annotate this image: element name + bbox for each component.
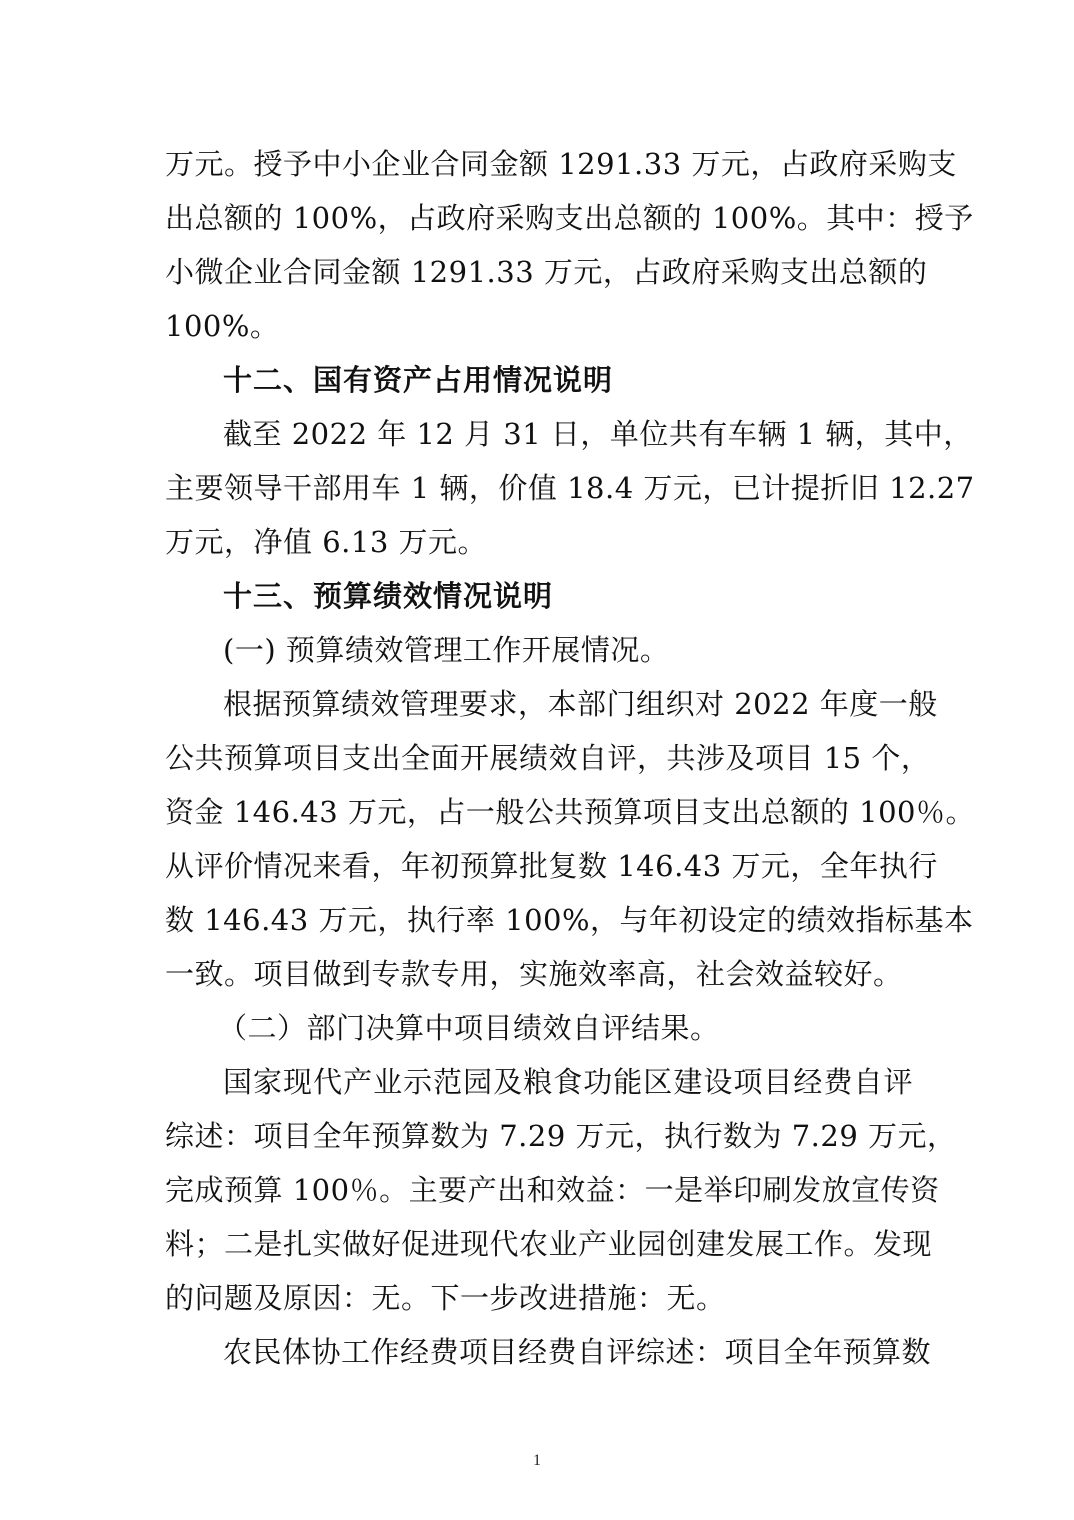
paragraph-line: 出总额的 100%，占政府采购支出总额的 100%。其中：授予 [165,201,974,235]
paragraph-line: 数 146.43 万元，执行率 100%，与年初设定的绩效指标基本 [165,903,974,937]
paragraph-line: 根据预算绩效管理要求，本部门组织对 2022 年度一般 [223,687,938,721]
paragraph-line: 从评价情况来看，年初预算批复数 146.43 万元，全年执行 [165,849,938,883]
subsection-heading-1: (一) 预算绩效管理工作开展情况。 [223,633,670,667]
paragraph-line: 的问题及原因：无。下一步改进措施：无。 [165,1281,726,1315]
page-number: 1 [533,1452,541,1469]
section-heading-12: 十二、国有资产占用情况说明 [223,363,614,397]
section-heading-13: 十三、预算绩效情况说明 [223,579,554,613]
subsection-heading-2: （二）部门决算中项目绩效自评结果。 [218,1011,720,1045]
paragraph-line: 农民体协工作经费项目经费自评综述：项目全年预算数 [223,1335,932,1369]
paragraph-line: 料；二是扎实做好促进现代农业产业园创建发展工作。发现 [165,1227,933,1261]
paragraph-line: 国家现代产业示范园及粮食功能区建设项目经费自评 [223,1065,913,1099]
paragraph-line: 资金 146.43 万元，占一般公共预算项目支出总额的 100％。 [165,795,975,829]
paragraph-line: 完成预算 100％。主要产出和效益：一是举印刷发放宣传资 [165,1173,940,1207]
paragraph-line: 截至 2022 年 12 月 31 日，单位共有车辆 1 辆，其中， [223,417,973,451]
paragraph-line: 万元，净值 6.13 万元。 [165,525,488,559]
paragraph-line: 一致。项目做到专款专用，实施效率高，社会效益较好。 [165,957,903,991]
paragraph-line: 主要领导干部用车 1 辆，价值 18.4 万元，已计提折旧 12.27 [165,471,975,505]
paragraph-line: 小微企业合同金额 1291.33 万元，占政府采购支出总额的 [165,255,928,289]
paragraph-line: 公共预算项目支出全面开展绩效自评，共涉及项目 15 个， [165,741,931,775]
paragraph-line: 100%。 [165,309,280,343]
paragraph-line: 万元。授予中小企业合同金额 1291.33 万元，占政府采购支 [165,147,957,181]
paragraph-line: 综述：项目全年预算数为 7.29 万元，执行数为 7.29 万元， [165,1119,957,1153]
